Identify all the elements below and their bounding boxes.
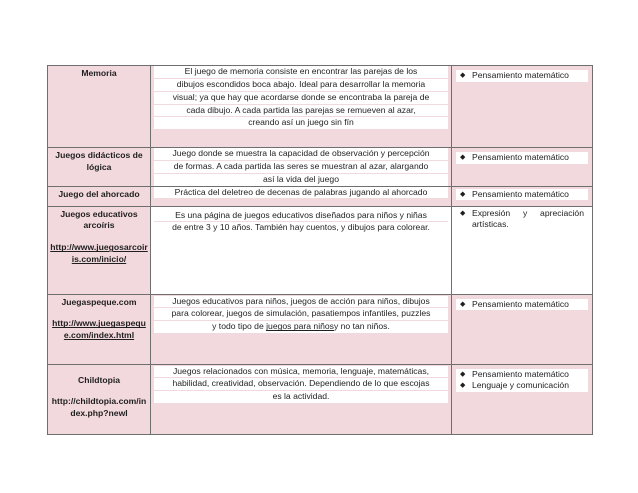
learning-area-label: Pensamiento matemático — [472, 298, 569, 309]
game-description-cell — [151, 186, 452, 206]
table-row — [48, 206, 593, 294]
learning-area-label: Pensamiento matemático — [472, 188, 569, 199]
diamond-bullet-icon: ◆ — [460, 72, 466, 79]
learning-area-cell — [452, 66, 593, 148]
game-name-cell — [48, 294, 151, 364]
learning-area-label: Pensamiento matemático — [472, 368, 569, 379]
description-line: de entre 3 y 10 años. También hay cuentos, y dibujos para colorear. — [154, 221, 448, 234]
description-line: Es una página de juegos educativos diseñados para niños y niñas — [154, 210, 448, 222]
description-line: Práctica del deletreo de decenas de palabras jugando al ahorcado — [154, 187, 448, 199]
learning-area-item — [460, 152, 584, 164]
description-line: de formas. A cada partida las seres se muestran al azar, alargando — [154, 160, 448, 173]
table-row — [48, 66, 593, 148]
game-website-link[interactable]: http://www.juegaspeque.com/index.html — [52, 318, 146, 341]
diamond-bullet-icon: ◆ — [460, 370, 466, 378]
learning-area-item — [460, 380, 584, 392]
learning-area-list — [456, 299, 588, 311]
game-description-cell — [151, 66, 452, 148]
description-line: creando así un juego sin fín — [154, 116, 448, 129]
description-line — [154, 320, 448, 333]
game-description-cell — [151, 364, 452, 434]
game-name-cell — [48, 206, 151, 294]
game-website-link[interactable]: http://www.juegosarcoiris.com/inicio/ — [50, 242, 148, 265]
game-name: Childtopia — [77, 374, 120, 385]
description-text: y no tan niños. — [333, 321, 390, 332]
diamond-bullet-icon: ◆ — [460, 209, 466, 217]
description-line: cada dibujo. A cada partida las parejas se remueven al azar, — [154, 104, 448, 117]
game-name: Memoria — [81, 68, 117, 78]
learning-area-cell — [452, 186, 593, 206]
learning-area-list — [456, 152, 588, 164]
description-text: y todo tipo de — [212, 321, 267, 332]
table-row — [48, 186, 593, 206]
learning-area-item — [460, 188, 584, 201]
game-website-link[interactable]: http://childtopia.com/index.php?newl — [51, 396, 147, 419]
game-name-cell — [48, 148, 151, 187]
juegos-para-ninos-link[interactable]: juegos para niños — [266, 321, 334, 332]
learning-area-list — [456, 189, 588, 201]
learning-area-item — [460, 368, 584, 381]
learning-area-cell — [452, 364, 593, 434]
game-description-cell — [151, 148, 452, 187]
diamond-bullet-icon: ◆ — [460, 300, 466, 308]
game-name: Juego del ahorcado — [58, 188, 140, 199]
diamond-bullet-icon: ◆ — [460, 154, 466, 161]
description-line: Juego donde se muestra la capacidad de observación y percepción — [154, 148, 448, 160]
game-name-cell — [48, 186, 151, 206]
learning-area-cell — [452, 148, 593, 187]
description-line: visual; ya que hay que acordarse donde se encontraba la pareja de — [154, 91, 448, 104]
learning-area-label: Expresión y apreciación artísticas. — [472, 207, 584, 230]
game-name-cell — [48, 364, 151, 434]
learning-area-list — [456, 369, 588, 393]
games-table — [47, 65, 593, 435]
description-line: Juegos relacionados con música, memoria, lenguaje, matemáticas, — [154, 366, 448, 378]
description-line: así la vida del juego — [154, 173, 448, 186]
learning-area-label: Pensamiento matemático — [472, 70, 569, 80]
learning-area-list — [456, 70, 588, 82]
learning-area-item — [460, 298, 584, 311]
learning-area-item — [460, 70, 584, 82]
learning-area-cell — [452, 206, 593, 294]
description-line: habilidad, creatividad, observación. Dependiendo de lo que escojas — [154, 377, 448, 390]
game-name: Juegaspeque.com — [61, 296, 137, 307]
game-name: Juegos didácticos de lógica — [55, 150, 143, 172]
description-line: Juegos educativos para niños, juegos de acción para niños, dibujos — [154, 296, 448, 308]
description-line: es la actividad. — [154, 390, 448, 403]
table-row — [48, 148, 593, 187]
learning-area-cell — [452, 294, 593, 364]
learning-area-label: Lenguaje y comunicación — [472, 380, 569, 391]
table-row — [48, 364, 593, 434]
learning-area-list — [456, 208, 588, 232]
game-description-cell — [151, 294, 452, 364]
description-line: para colorear, juegos de simulación, pasatiempos infantiles, puzzles — [154, 307, 448, 320]
diamond-bullet-icon: ◆ — [460, 190, 466, 198]
diamond-bullet-icon: ◆ — [460, 382, 466, 390]
game-name: Juegos educativos arcoíris — [60, 208, 138, 231]
learning-area-label: Pensamiento matemático — [472, 152, 569, 162]
table-row — [48, 294, 593, 364]
game-description-cell — [151, 206, 452, 294]
game-name-cell — [48, 66, 151, 148]
learning-area-item — [460, 207, 584, 232]
description-line: dibujos escondidos boca abajo. Ideal para desarrollar la memoria — [154, 78, 448, 91]
description-line: El juego de memoria consiste en encontrar las parejas de los — [154, 66, 448, 78]
